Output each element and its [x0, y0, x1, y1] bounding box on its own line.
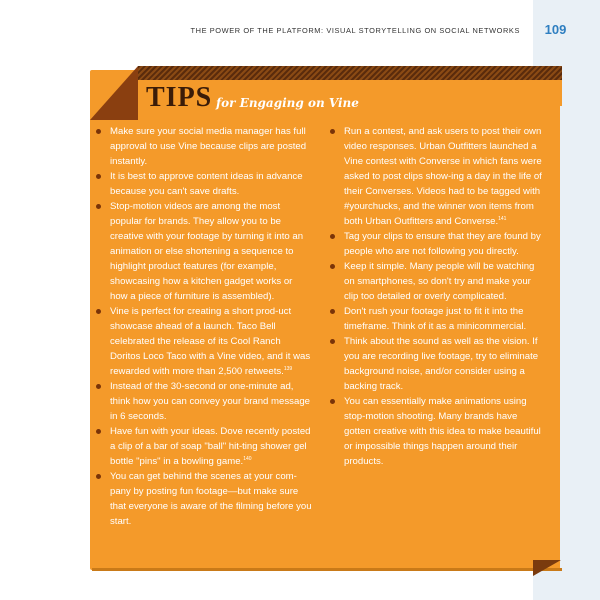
tip-text: Instead of the 30-second or one-minute ad, think how you can convey your brand message in 6 seconds.: [110, 381, 310, 422]
bullet-icon: [330, 234, 335, 239]
bullet-icon: [330, 309, 335, 314]
footnote-ref: 139: [283, 365, 293, 372]
tip-text: Have fun with your ideas. Dove recently posted a clip of a bar of soap "ball" hit-ting shower gel bottle "pins" in a bowling game.: [110, 426, 311, 467]
tip-text: Make sure your social media manager has full approval to use Vine because clips are posted instantly.: [110, 126, 307, 167]
tips-box-shadow: [92, 568, 562, 571]
tip-item: [96, 304, 312, 379]
tip-item: [330, 124, 546, 229]
tips-title: TIPS: [146, 82, 213, 113]
tip-text: You can essentially make animations using stop-motion shooting. Many brands have gotten creative with this idea to make beautiful or impossible things happen around their products.: [344, 396, 541, 467]
tip-item: [330, 304, 546, 334]
bullet-icon: [330, 129, 335, 134]
tip-item: [96, 379, 312, 424]
tip-text: Keep it simple. Many people will be watching on smartphones, so don't try and make your clip too detailed or overly complicated.: [344, 261, 535, 302]
tip-text: Run a contest, and ask users to post their own video responses. Urban Outfitters launched a Vine contest with Converse in which fans were asked to post clips show-ing a day in the life of their Converses. Videos had to be tagged with #yourchucks, and the winner won items from both Urban Outfitters and Converse.: [344, 126, 542, 227]
tips-banner-fold: [90, 66, 138, 120]
footnote-ref: 140: [243, 455, 252, 462]
bullet-icon: [96, 474, 101, 479]
page-number: 109: [544, 22, 567, 37]
tip-item: [330, 259, 546, 304]
tip-item: [96, 424, 312, 469]
bullet-icon: [330, 399, 335, 404]
bullet-icon: [96, 129, 101, 134]
running-head: THE POWER OF THE PLATFORM: VISUAL STORYTELLING ON SOCIAL NETWORKS: [190, 26, 520, 35]
tip-text: Vine is perfect for creating a short prod-uct showcase ahead of a launch. Taco Bell celebrated the release of its Cool Ranch Doritos Loco Taco with a Vine video, and it was rewarded with more than 2,500 retweets.: [110, 306, 311, 377]
tips-left-column: [96, 124, 312, 529]
tip-item: [330, 394, 546, 469]
bullet-icon: [330, 264, 335, 269]
bullet-icon: [96, 174, 101, 179]
tip-item: [96, 124, 312, 169]
tip-item: [96, 199, 312, 304]
tips-banner-stripes: [138, 66, 562, 80]
tip-text: Tag your clips to ensure that they are found by people who are not following you directly.: [344, 231, 541, 257]
tip-text: You can get behind the scenes at your com-pany by posting fun footage—but make sure that everyone is aware of the filming before you start.: [110, 471, 312, 527]
bullet-icon: [96, 384, 101, 389]
tip-text: Don't rush your footage just to fit it into the timeframe. Think of it as a minicommercial.: [344, 306, 527, 332]
tip-item: [330, 334, 546, 394]
bullet-icon: [96, 429, 101, 434]
tips-box-corner-fold: [533, 560, 561, 576]
tip-text: It is best to approve content ideas in advance because you can't save drafts.: [110, 171, 303, 197]
bullet-icon: [96, 309, 101, 314]
bullet-icon: [330, 339, 335, 344]
bullet-icon: [96, 204, 101, 209]
tips-subtitle: for Engaging on Vine: [216, 96, 359, 110]
footnote-ref: 141: [498, 215, 507, 222]
tip-text: Think about the sound as well as the vision. If you are recording live footage, try to eliminate background noise, and/or consider using a backing track.: [344, 336, 539, 392]
tip-text: Stop-motion videos are among the most popular for brands. They allow you to be creative with your footage by turning it into an animation or else shortening a sequence to highlight product features (for example, showcasing how a kitchen gadget works or how a piece of furniture is assembled).: [110, 201, 304, 302]
tip-item: [330, 229, 546, 259]
tip-item: [96, 469, 312, 529]
tip-item: [96, 169, 312, 199]
tips-right-column: [330, 124, 546, 469]
